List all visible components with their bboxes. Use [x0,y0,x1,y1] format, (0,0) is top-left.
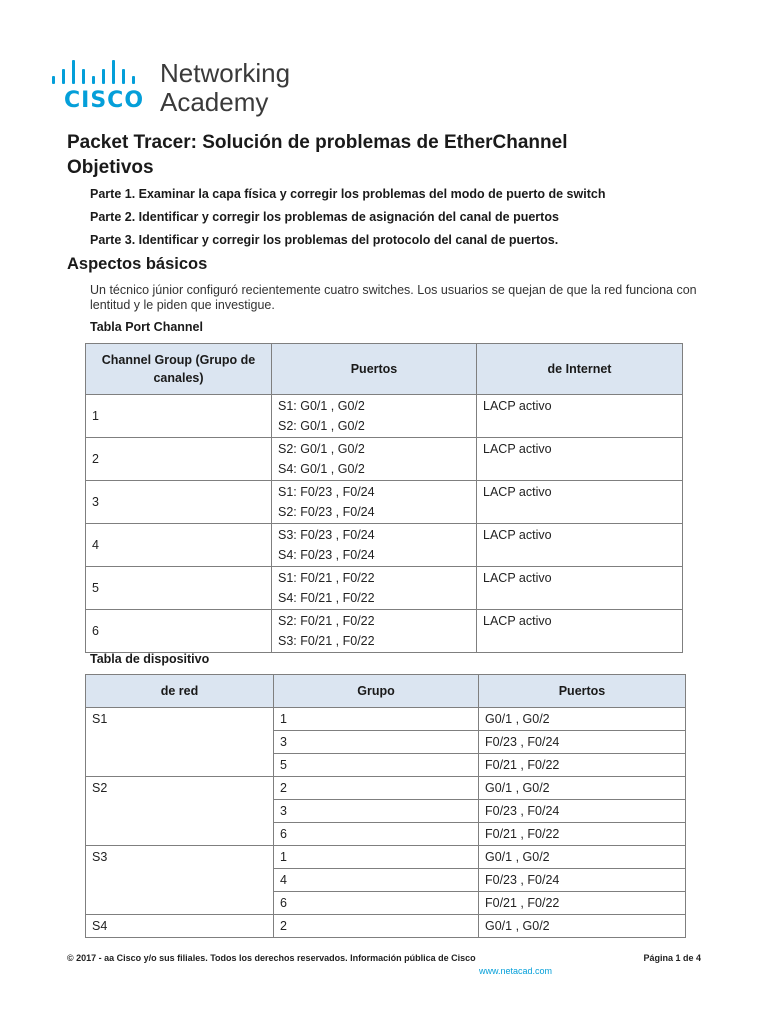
table-row [86,610,683,653]
table-header-row [86,675,686,708]
port-line: S2: F0/23 , F0/24 [278,505,375,519]
group-cell: 1 [274,846,479,869]
table-header-row [86,344,683,395]
cisco-networking-academy-logo [52,58,312,118]
channel-group-cell: 4 [86,524,272,567]
ports-cell: F0/23 , F0/24 [479,731,686,754]
port-line: S4: G0/1 , G0/2 [278,462,365,476]
group-cell: 6 [274,823,479,846]
ports-cell: F0/21 , F0/22 [479,892,686,915]
column-header-channel-group: Channel Group (Grupo de canales) [86,344,272,395]
device-name-cell: S4 [86,915,274,938]
basics-heading: Aspectos básicos [67,255,208,273]
protocol-cell: LACP activo [477,567,683,610]
column-header-ports: Puertos [479,675,686,708]
protocol-cell: LACP activo [477,395,683,438]
logo-academy-text: Academy [160,87,269,117]
ports-cell [272,395,477,438]
group-cell: 2 [274,777,479,800]
protocol-cell: LACP activo [477,481,683,524]
port-line: S4: F0/23 , F0/24 [278,548,375,562]
protocol-cell: LACP activo [477,524,683,567]
group-cell: 5 [274,754,479,777]
device-table-caption: Tabla de dispositivo [90,652,210,666]
channel-group-cell: 1 [86,395,272,438]
ports-cell: F0/21 , F0/22 [479,754,686,777]
ports-cell [272,481,477,524]
port-line: S3: F0/21 , F0/22 [278,634,375,648]
table-row [86,395,683,438]
port-line: S1: G0/1 , G0/2 [278,399,365,413]
intro-paragraph: Un técnico júnior configuró recientemente cuatro switches. Los usuarios se quejan de que la red funciona con lentitud y le piden que investigue. [90,283,697,312]
document-title: Packet Tracer: Solución de problemas de EtherChannel [67,132,568,153]
column-header-device: de red [86,675,274,708]
ports-cell [272,524,477,567]
port-line: S2: F0/21 , F0/22 [278,614,375,628]
table-row [86,481,683,524]
objective-part-2: Parte 2. Identificar y corregir los problemas de asignación del canal de puertos [90,210,559,224]
cisco-bars-icon [52,58,152,84]
table-row [86,846,686,869]
group-cell: 3 [274,731,479,754]
port-line: S1: F0/21 , F0/22 [278,571,375,585]
channel-group-cell: 6 [86,610,272,653]
column-header-ports: Puertos [272,344,477,395]
ports-cell: G0/1 , G0/2 [479,777,686,800]
table-row [86,524,683,567]
ports-cell: F0/23 , F0/24 [479,800,686,823]
ports-cell: G0/1 , G0/2 [479,846,686,869]
ports-cell: G0/1 , G0/2 [479,915,686,938]
ports-cell: F0/23 , F0/24 [479,869,686,892]
port-channel-table-caption: Tabla Port Channel [90,320,203,334]
objectives-list [90,186,605,255]
device-name-cell: S1 [86,708,274,777]
channel-group-cell: 3 [86,481,272,524]
ports-cell [272,610,477,653]
table-row [86,915,686,938]
group-cell: 2 [274,915,479,938]
port-line: S2: G0/1 , G0/2 [278,419,365,433]
channel-group-cell: 5 [86,567,272,610]
port-line: S3: F0/23 , F0/24 [278,528,375,542]
column-header-protocol: de Internet [477,344,683,395]
group-cell: 4 [274,869,479,892]
footer-page-number: Página 1 de 4 [643,953,701,963]
channel-group-cell: 2 [86,438,272,481]
device-table [85,674,686,938]
logo-networking-text: Networking [160,58,291,88]
footer-website-link[interactable]: www.netacad.com [479,966,553,976]
objective-part-1: Parte 1. Examinar la capa física y corregir los problemas del modo de puerto de switch [90,187,606,201]
group-cell: 6 [274,892,479,915]
cisco-wordmark: CISCO [64,88,145,113]
column-header-group: Grupo [274,675,479,708]
port-line: S1: F0/23 , F0/24 [278,485,375,499]
objectives-heading: Objetivos [67,157,154,178]
table-row [86,708,686,731]
device-name-cell: S3 [86,846,274,915]
ports-cell: F0/21 , F0/22 [479,823,686,846]
table-row [86,567,683,610]
protocol-cell: LACP activo [477,438,683,481]
ports-cell [272,567,477,610]
footer-copyright: © 2017 - aa Cisco y/o sus filiales. Todos los derechos reservados. Información pública de Cisco [67,953,476,963]
ports-cell [272,438,477,481]
port-channel-table [85,343,683,653]
group-cell: 3 [274,800,479,823]
protocol-cell: LACP activo [477,610,683,653]
table-row [86,438,683,481]
ports-cell: G0/1 , G0/2 [479,708,686,731]
port-line: S4: F0/21 , F0/22 [278,591,375,605]
group-cell: 1 [274,708,479,731]
objective-part-3: Parte 3. Identificar y corregir los problemas del protocolo del canal de puertos. [90,233,559,247]
port-line: S2: G0/1 , G0/2 [278,442,365,456]
table-row [86,777,686,800]
device-name-cell: S2 [86,777,274,846]
